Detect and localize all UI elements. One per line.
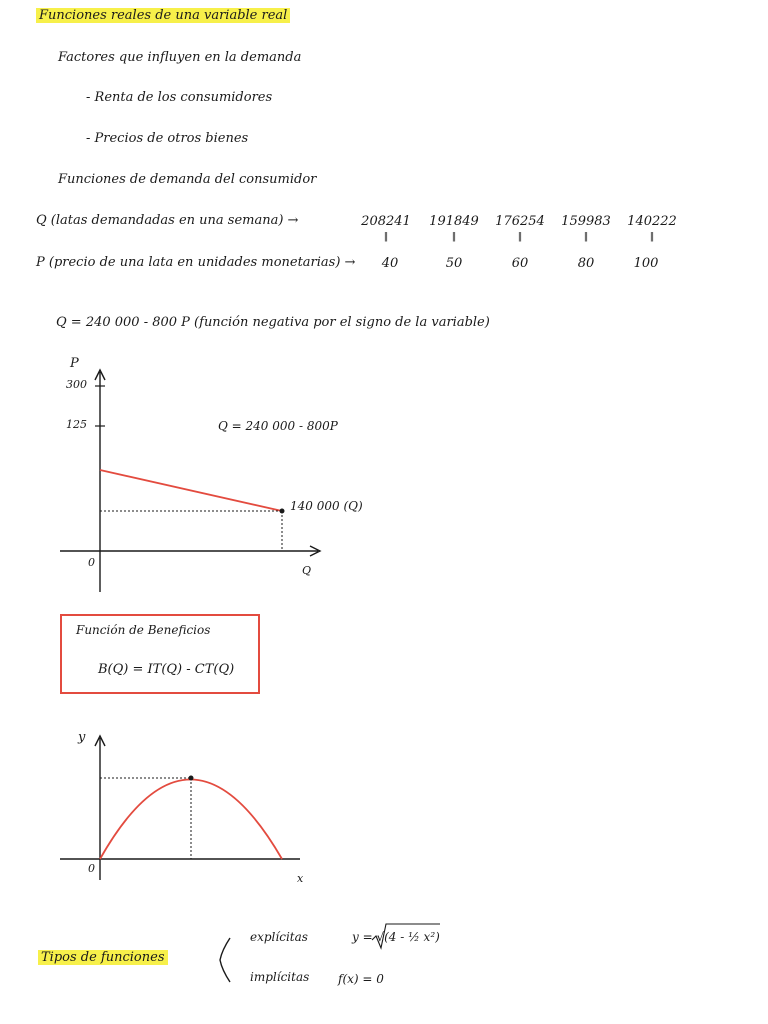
demand-line [100, 470, 282, 511]
benefit-formula: B(Q) = IT(Q) - CT(Q) [98, 662, 235, 677]
p-value: 100 [633, 256, 659, 271]
page-title: Funciones reales de una variable real [36, 8, 290, 23]
explicit-label: explícitas [250, 930, 308, 944]
graph1-origin: 0 [88, 556, 95, 569]
demand-factors-heading: Factores que influyen en la demanda [58, 50, 302, 65]
q-value: 176254 [495, 214, 545, 229]
p-row-label: P (precio de una lata en unidades monetarias) → [36, 255, 356, 270]
q-value: 140222 [627, 214, 677, 229]
equivalence-mark: ‖ [451, 232, 457, 242]
demand-factor-item: - Renta de los consumidores [86, 90, 273, 105]
graph1-x-label: Q [302, 564, 312, 577]
graph2-x-label: x [297, 872, 304, 885]
graph2-y-label: y [78, 730, 86, 745]
equivalence-mark: ‖ [383, 232, 389, 242]
q-value: 159983 [561, 214, 611, 229]
demand-factor-item: - Precios de otros bienes [86, 131, 249, 146]
implicit-label: implícitas [250, 970, 310, 984]
graph1-point-label: 140 000 (Q) [290, 499, 363, 513]
q-value: 208241 [361, 214, 411, 229]
maximum-point [189, 776, 194, 781]
graph1-tick-300: 300 [66, 378, 87, 391]
p-value: 40 [381, 256, 399, 271]
p-value: 60 [511, 256, 529, 271]
equivalence-mark: ‖ [583, 232, 589, 242]
q-value: 191849 [429, 214, 479, 229]
demand-functions-heading: Funciones de demanda del consumidor [58, 172, 317, 187]
graph1-y-label: P [70, 356, 79, 371]
demand-equation: Q = 240 000 - 800 P (función negativa por el signo de la variable) [56, 315, 490, 330]
equivalence-mark: ‖ [517, 232, 523, 242]
implicit-formula: f(x) = 0 [338, 972, 384, 986]
benefit-box-title: Función de Beneficios [76, 623, 211, 637]
demand-point [280, 509, 285, 514]
p-value: 50 [445, 256, 463, 271]
explicit-formula: y = √(4 - ½ x²) [352, 930, 440, 944]
graph1-curve-label: Q = 240 000 - 800P [218, 419, 338, 433]
q-row-label: Q (latas demandadas en una semana) → [36, 213, 299, 228]
graph1-tick-125: 125 [66, 418, 87, 431]
graph2-origin: 0 [88, 862, 95, 875]
function-types-title: Tipos de funciones [38, 950, 168, 965]
brace-icon [218, 936, 232, 984]
equivalence-mark: ‖ [649, 232, 655, 242]
p-value: 80 [577, 256, 595, 271]
